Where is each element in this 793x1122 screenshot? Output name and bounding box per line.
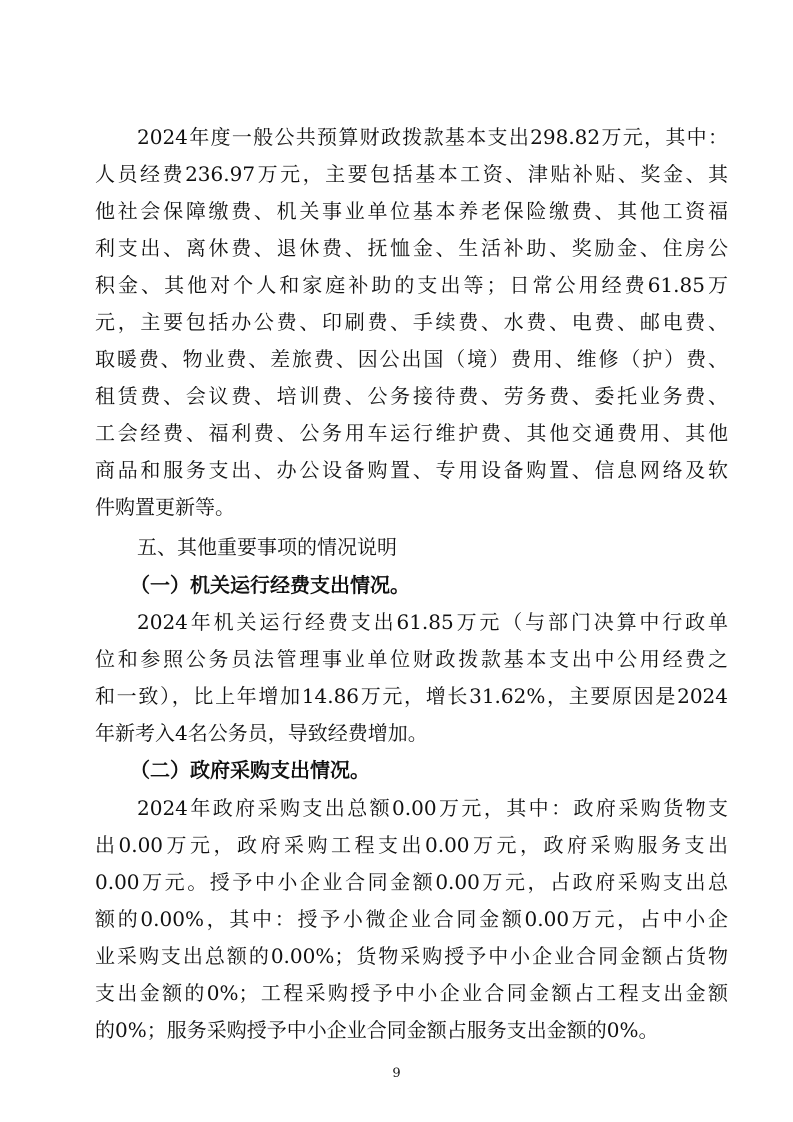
text-line: 位和参照公务员法管理事业单位财政拨款基本支出中公用经费之 (95, 647, 728, 671)
text-line: 出0.00万元，政府采购工程支出0.00万元，政府采购服务支出 (95, 833, 728, 857)
text-line: 商品和服务支出、办公设备购置、专用设备购置、信息网络及软 (95, 458, 728, 482)
text-line: 2024年度一般公共预算财政拨款基本支出298.82万元，其中： (137, 125, 728, 149)
text-line: 取暖费、物业费、差旅费、因公出国（境）费用、维修（护）费、 (95, 347, 728, 371)
text-line: 积金、其他对个人和家庭补助的支出等；日常公用经费61.85万 (95, 273, 728, 297)
text-line: 业采购支出总额的0.00%；货物采购授予中小企业合同金额占货物 (95, 944, 728, 968)
section-heading: （二）政府采购支出情况。 (130, 758, 370, 782)
section-heading: （一）机关运行经费支出情况。 (130, 573, 410, 597)
text-line: 元，主要包括办公费、印刷费、手续费、水费、电费、邮电费、 (95, 310, 728, 334)
text-line: 租赁费、会议费、培训费、公务接待费、劳务费、委托业务费、 (95, 384, 728, 408)
text-line: 的0%；服务采购授予中小企业合同金额占服务支出金额的0%。 (95, 1018, 659, 1042)
text-line: 额的0.00%，其中：授予小微企业合同金额0.00万元，占中小企 (95, 907, 728, 931)
page-number: 9 (392, 1066, 401, 1081)
text-line: 2024年机关运行经费支出61.85万元（与部门决算中行政单 (137, 610, 728, 634)
text-line: 工会经费、福利费、公务用车运行维护费、其他交通费用、其他 (95, 421, 728, 445)
text-line: 和一致），比上年增加14.86万元，增长31.62%，主要原因是2024 (95, 684, 728, 708)
section-heading: 五、其他重要事项的情况说明 (137, 535, 397, 559)
text-line: 0.00万元。授予中小企业合同金额0.00万元，占政府采购支出总 (95, 870, 728, 894)
text-line: 他社会保障缴费、机关事业单位基本养老保险缴费、其他工资福 (95, 199, 728, 223)
text-line: 件购置更新等。 (95, 495, 235, 519)
text-line: 2024年政府采购支出总额0.00万元，其中：政府采购货物支 (137, 796, 728, 820)
text-line: 支出金额的0%；工程采购授予中小企业合同金额占工程支出金额 (95, 981, 728, 1005)
text-line: 利支出、离休费、退休费、抚恤金、生活补助、奖励金、住房公 (95, 236, 728, 260)
text-line: 年新考入4名公务员，导致经费增加。 (95, 721, 428, 745)
text-line: 人员经费236.97万元，主要包括基本工资、津贴补贴、奖金、其 (95, 162, 728, 186)
